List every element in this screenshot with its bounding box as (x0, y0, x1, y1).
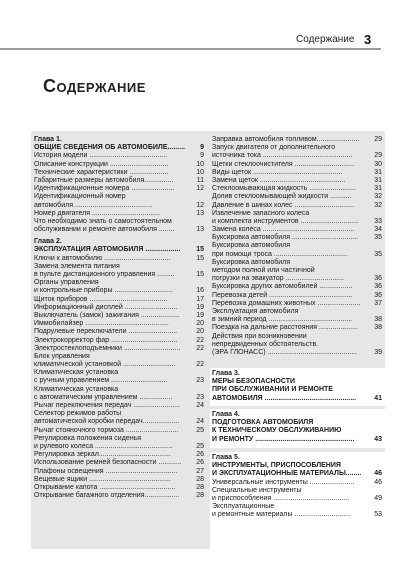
toc-entry-page: 32 (374, 201, 382, 209)
toc-entry-text: Стеклоомывающая жидкость ........................ (212, 185, 356, 193)
toc-entry-text: Специальные инструменты (212, 486, 302, 494)
toc-entry-text: Габаритные размеры автомобиля............... (34, 176, 174, 184)
page-number: 3 (364, 32, 372, 47)
toc-entry (212, 267, 382, 275)
toc-entry-text: Щиток приборов ........................................ (34, 295, 168, 303)
toc-entry-text: Номер двигателя ................................... (34, 209, 161, 217)
toc-entry-text: МЕРЫ БЕЗОПАСНОСТИ (212, 378, 296, 386)
toc-title: Содержание (43, 76, 146, 96)
toc-entry (212, 218, 382, 226)
toc-entry (212, 324, 382, 332)
toc-entry-text: Выключатель (замок) зажигания .................... (34, 311, 180, 319)
toc-entry (34, 418, 204, 426)
toc-entry (212, 454, 382, 462)
toc-entry (34, 427, 204, 435)
toc-entry-page: 15 (196, 271, 204, 278)
toc-entry (34, 202, 204, 210)
toc-entry-text: Глава 3. (212, 370, 240, 377)
toc-entry-text: Электростеклоподъемники ............................. (34, 344, 181, 352)
toc-entry-page: 31 (374, 176, 382, 184)
toc-entry (212, 470, 382, 478)
toc-entry (212, 202, 382, 210)
toc-entry-text: Рычаг стояночного тормоза ........................... (34, 426, 179, 434)
toc-entry-text: Перевозка детей ........................................... (212, 291, 353, 299)
toc-entry (34, 328, 204, 336)
toc-entry-text: И РЕМОНТУ ................................................... (212, 435, 355, 443)
toc-entry-text: Климатическая установка (34, 369, 119, 377)
toc-entry-text: Информационный дисплей ........................... (34, 303, 178, 311)
toc-entry-text: Глава 5. (212, 454, 240, 461)
toc-entry (34, 287, 204, 295)
toc-entry-text: Замена щеток ............................................ (212, 176, 346, 184)
toc-entry (34, 193, 204, 201)
toc-entry (34, 386, 204, 394)
toc-entry (212, 210, 382, 218)
toc-entry-page: 20 (196, 328, 204, 336)
toc-entry-text: Рычаг переключения передач ........................ (34, 402, 180, 409)
toc-entry-text: погрузки на эвакуатор .............................. (212, 275, 344, 283)
toc-entry-text: Климатическая установка (34, 385, 119, 393)
toc-entry-page: 19 (196, 311, 204, 319)
toc-entry (212, 316, 382, 324)
toc-entry-text: ИНСТРУМЕНТЫ, ПРИСПОСОБЛЕНИЯ (212, 462, 341, 470)
toc-entry (34, 345, 204, 353)
toc-entry-page: 26 (196, 459, 204, 467)
toc-entry-text: Открывание капота ....................................... (34, 483, 176, 491)
toc-entry-page: 26 (196, 451, 204, 459)
toc-entry-text: К ТЕХНИЧЕСКОМУ ОБСЛУЖИВАНИЮ (212, 427, 342, 435)
toc-entry-text: Извлечение запасного колеса (212, 209, 310, 217)
toc-entry-page: 25 (196, 426, 204, 434)
toc-entry-page: 36 (374, 283, 382, 291)
toc-entry-text: Плафоны освещения ..................................... (34, 467, 178, 475)
toc-entry (212, 487, 382, 495)
toc-entry-page: 35 (374, 250, 382, 258)
toc-entry (34, 484, 204, 492)
toc-entry-page: 22 (196, 361, 204, 369)
toc-entry-page: 9 (200, 144, 204, 152)
toc-entry-text: Заправка автомобиля топливом...................... (212, 136, 360, 143)
toc-entry (212, 436, 382, 444)
toc-entry-page: 43 (374, 435, 382, 443)
toc-entry (34, 255, 204, 263)
toc-entry-page: 41 (374, 394, 382, 402)
chapter3-block (212, 370, 382, 403)
toc-entry-text: и комплекта инструментов .............................. (212, 217, 359, 225)
toc-entry (212, 169, 382, 177)
toc-entry (212, 136, 382, 144)
toc-entry-page: 20 (196, 320, 204, 328)
toc-entry-text: источника тока .............................................. (212, 152, 353, 160)
toc-entry-text: ЭКСПЛУАТАЦИЯ АВТОМОБИЛЯ .................. (34, 246, 181, 254)
toc-entry (34, 136, 204, 144)
toc-entry-page: 31 (374, 185, 382, 193)
toc-entry (34, 402, 204, 410)
chapter5-block (212, 454, 382, 520)
toc-entry-text: климатической установкой ........................... (34, 361, 176, 369)
toc-entry (34, 443, 204, 451)
toc-entry-text: Электрокорректор фар .................................. (34, 336, 178, 344)
toc-entry-page: 28 (196, 475, 204, 483)
toc-entry (34, 271, 204, 279)
toc-entry-page: 25 (196, 442, 204, 450)
toc-entry (34, 312, 204, 320)
toc-entry-page: 35 (374, 234, 382, 242)
chapter4-block (212, 411, 382, 444)
toc-entry-text: методом полной или частичной (212, 267, 315, 274)
toc-entry-page: 23 (196, 393, 204, 401)
toc-entry-page: 17 (196, 295, 204, 303)
toc-entry-page: 24 (196, 418, 204, 426)
toc-entry-page: 29 (374, 152, 382, 160)
toc-entry-text: Буксировка других автомобилей ................. (212, 283, 353, 291)
toc-entry (34, 369, 204, 377)
toc-entry (212, 251, 382, 259)
toc-entry-page: 31 (374, 168, 382, 176)
toc-entry-text: История модели ........................................ (34, 152, 168, 160)
toc-entry-page: 22 (196, 336, 204, 344)
toc-entry-page: 46 (374, 478, 382, 486)
toc-entry-text: Универсальные инструменты ....................... (212, 478, 355, 486)
toc-entry-page: 24 (196, 402, 204, 409)
toc-entry (34, 459, 204, 467)
toc-entry-page: 16 (196, 287, 204, 295)
toc-entry-text: Виды щеток .............................................. (212, 168, 343, 176)
toc-entry (34, 169, 204, 177)
toc-entry-text: (ЭРА ГЛОНАСС) .............................................. (212, 348, 358, 356)
toc-entry-text: Буксировка автомобиля .................................. (212, 234, 359, 242)
toc-entry (34, 226, 204, 234)
toc-entry-page: 28 (196, 492, 204, 500)
toc-entry-page: 19 (196, 303, 204, 311)
toc-entry-page: 30 (374, 160, 382, 168)
toc-entry-page: 29 (374, 136, 382, 143)
toc-entry (212, 427, 382, 435)
toc-entry-text: и рулевого колеса ........................................ (34, 442, 173, 450)
toc-entry-page: 46 (374, 470, 382, 478)
toc-entry (212, 333, 382, 341)
toc-entry-page: 37 (374, 299, 382, 307)
toc-entry (212, 292, 382, 300)
toc-entry-text: АВТОМОБИЛЯ ............................................... (212, 394, 357, 402)
toc-entry (34, 492, 204, 500)
toc-entry-page: 12 (196, 201, 204, 209)
toc-entry-text: Щетки стеклоочистителя ............................... (212, 160, 355, 168)
toc-entry-text: И ЭКСПЛУАТАЦИОННЫЕ МАТЕРИАЛЫ........ (212, 470, 362, 478)
toc-entry-text: Вещевые ящики .......................................... (34, 475, 171, 483)
toc-entry-page: 33 (374, 217, 382, 225)
toc-entry (212, 495, 382, 503)
toc-entry (34, 476, 204, 484)
toc-entry (212, 511, 382, 519)
header-rule (0, 48, 381, 50)
toc-entry (212, 300, 382, 308)
toc-entry-page: 27 (196, 467, 204, 475)
toc-entry (34, 263, 204, 271)
toc-entry (212, 386, 382, 394)
toc-entry-page: 23 (196, 377, 204, 385)
toc-entry (34, 394, 204, 402)
toc-entry (34, 435, 204, 443)
toc-entry-text: Поездка на дальние расстояния .................... (212, 324, 358, 332)
toc-entry-page: 53 (374, 511, 382, 519)
toc-entry-page: 39 (374, 348, 382, 356)
toc-entry-page: 34 (374, 226, 382, 234)
toc-entry (212, 308, 382, 316)
toc-entry-text: Селектор режимов работы (34, 410, 122, 418)
toc-entry-text: Долив стеклоомывающей жидкости ........... (212, 193, 352, 201)
toc-entry (34, 468, 204, 476)
toc-entry-text: с ручным управлением ............................. (34, 377, 168, 385)
toc-entry-page: 36 (374, 291, 382, 299)
toc-entry (212, 395, 382, 403)
toc-entry (212, 283, 382, 291)
toc-entry-text: Описание конструкции .............................. (34, 160, 169, 168)
toc-entry-page: 10 (196, 168, 204, 176)
toc-entry-text: Регулировка положения сиденья (34, 434, 141, 442)
toc-entry (212, 378, 382, 386)
toc-entry (212, 411, 382, 419)
toc-entry-text: Подрулевые переключатели ......................... (34, 328, 178, 336)
toc-entry-page: 38 (374, 324, 382, 332)
toc-entry-text: с автоматическим управлением ................. (34, 393, 173, 401)
toc-entry-text: и контрольные приборы .............................. (34, 287, 173, 295)
toc-entry (34, 144, 204, 152)
toc-entry-text: Эксплуатация автомобиля (212, 307, 299, 315)
toc-entry (34, 304, 204, 312)
toc-entry (212, 259, 382, 267)
toc-entry-text: в зимний период ........................................... (212, 316, 353, 324)
toc-entry-page: 28 (196, 483, 204, 491)
toc-entry (212, 349, 382, 357)
toc-entry (34, 177, 204, 185)
toc-entry (34, 210, 204, 218)
toc-entry (34, 161, 204, 169)
toc-entry (34, 377, 204, 385)
toc-entry (212, 193, 382, 201)
running-header: Содержание (296, 34, 355, 45)
toc-entry-text: Регулировка зеркал..................................... (34, 451, 171, 459)
toc-entry-text: и ремонтные материалы ............................. (212, 511, 351, 519)
toc-entry (34, 246, 204, 254)
toc-entry-page: 10 (196, 160, 204, 168)
toc-entry (34, 218, 204, 226)
toc-entry-page: 11 (196, 176, 204, 184)
toc-entry-text: ПОДГОТОВКА АВТОМОБИЛЯ (212, 419, 314, 427)
toc-right-column (212, 136, 382, 357)
toc-entry-text: Открывание багажного отделения.................. (34, 492, 180, 500)
toc-entry (212, 144, 382, 152)
toc-entry-page: 49 (374, 494, 382, 502)
toc-entry-text: Технические характеристики .................... (34, 168, 169, 176)
toc-entry-page: 13 (196, 209, 204, 217)
toc-entry-text: Использование ремней безопасности ............ (34, 459, 182, 467)
toc-entry-text: непредвиденных обстоятельств. (212, 340, 319, 348)
toc-entry (34, 320, 204, 328)
toc-left-column (34, 136, 204, 500)
toc-entry-text: Замена элемента питания (34, 262, 120, 270)
toc-entry-text: Глава 1. (34, 136, 62, 143)
toc-entry-text: ПРИ ОБСЛУЖИВАНИИ И РЕМОНТЕ (212, 386, 333, 394)
toc-entry-page: 9 (200, 152, 204, 160)
toc-entry (34, 238, 204, 246)
toc-entry-text: автомобиля ........................................ (34, 201, 153, 209)
toc-entry-text: Давление в шинах колес ............................... (212, 201, 355, 209)
toc-entry-text: Идентификационные номера ...................... (34, 185, 175, 193)
toc-entry-text: Замена колеса ............................................... (212, 226, 355, 234)
toc-entry-page: 15 (196, 246, 204, 254)
toc-entry (34, 296, 204, 304)
toc-entry (212, 161, 382, 169)
toc-entry-text: ОБЩИЕ СВЕДЕНИЯ ОБ АВТОМОБИЛЕ......... (34, 144, 185, 152)
toc-entry-text: Действия при возникновении (212, 332, 307, 340)
toc-entry (34, 152, 204, 160)
toc-entry (34, 337, 204, 345)
toc-entry (212, 479, 382, 487)
toc-entry-page: 38 (374, 316, 382, 324)
toc-entry (212, 242, 382, 250)
toc-entry-text: Буксировка автомобиля (212, 258, 291, 266)
toc-entry-page: 36 (374, 275, 382, 283)
toc-entry-text: Буксировка автомобиля (212, 242, 291, 250)
toc-entry (212, 341, 382, 349)
toc-entry-page: 12 (196, 185, 204, 193)
toc-entry-text: Глава 2. (34, 238, 62, 246)
toc-entry-text: Иммобилайзер ........................................... (34, 320, 169, 328)
toc-entry-text: обслуживании и ремонте автомобиля ........ (34, 226, 175, 234)
toc-entry (212, 152, 382, 160)
toc-entry-page: 13 (196, 226, 204, 234)
toc-entry-text: Ключи к автомобилю .................................. (34, 254, 171, 262)
toc-entry-text: Запуск двигателя от дополнительного (212, 144, 336, 152)
toc-entry-text: Эксплуатационные (212, 503, 275, 511)
toc-entry-page: 22 (196, 344, 204, 352)
toc-entry-text: Блок управления (34, 352, 90, 360)
toc-entry (212, 177, 382, 185)
toc-entry-text: и приспособления ....................................... (212, 494, 350, 502)
toc-entry-text: автоматической коробки передач................... (34, 418, 180, 426)
toc-entry-text: в пульте дистанционного управления ......... (34, 271, 175, 278)
toc-entry-text: Глава 4. (212, 411, 240, 418)
toc-entry-text: при помощи троса ...................................... (212, 250, 348, 258)
toc-entry-page: 32 (374, 193, 382, 201)
toc-entry (212, 419, 382, 427)
toc-entry-text: Перевозка домашних животных ...................... (212, 299, 361, 307)
toc-entry-text: Органы управления (34, 279, 99, 287)
toc-entry (212, 503, 382, 511)
toc-entry (212, 370, 382, 378)
toc-entry-text: Что необходимо знать о самостоятельном (34, 217, 172, 225)
toc-entry (34, 353, 204, 361)
toc-entry-text: Идентификационный номер (34, 193, 126, 201)
toc-entry (212, 462, 382, 470)
toc-entry (34, 361, 204, 369)
toc-entry-page: 15 (196, 254, 204, 262)
